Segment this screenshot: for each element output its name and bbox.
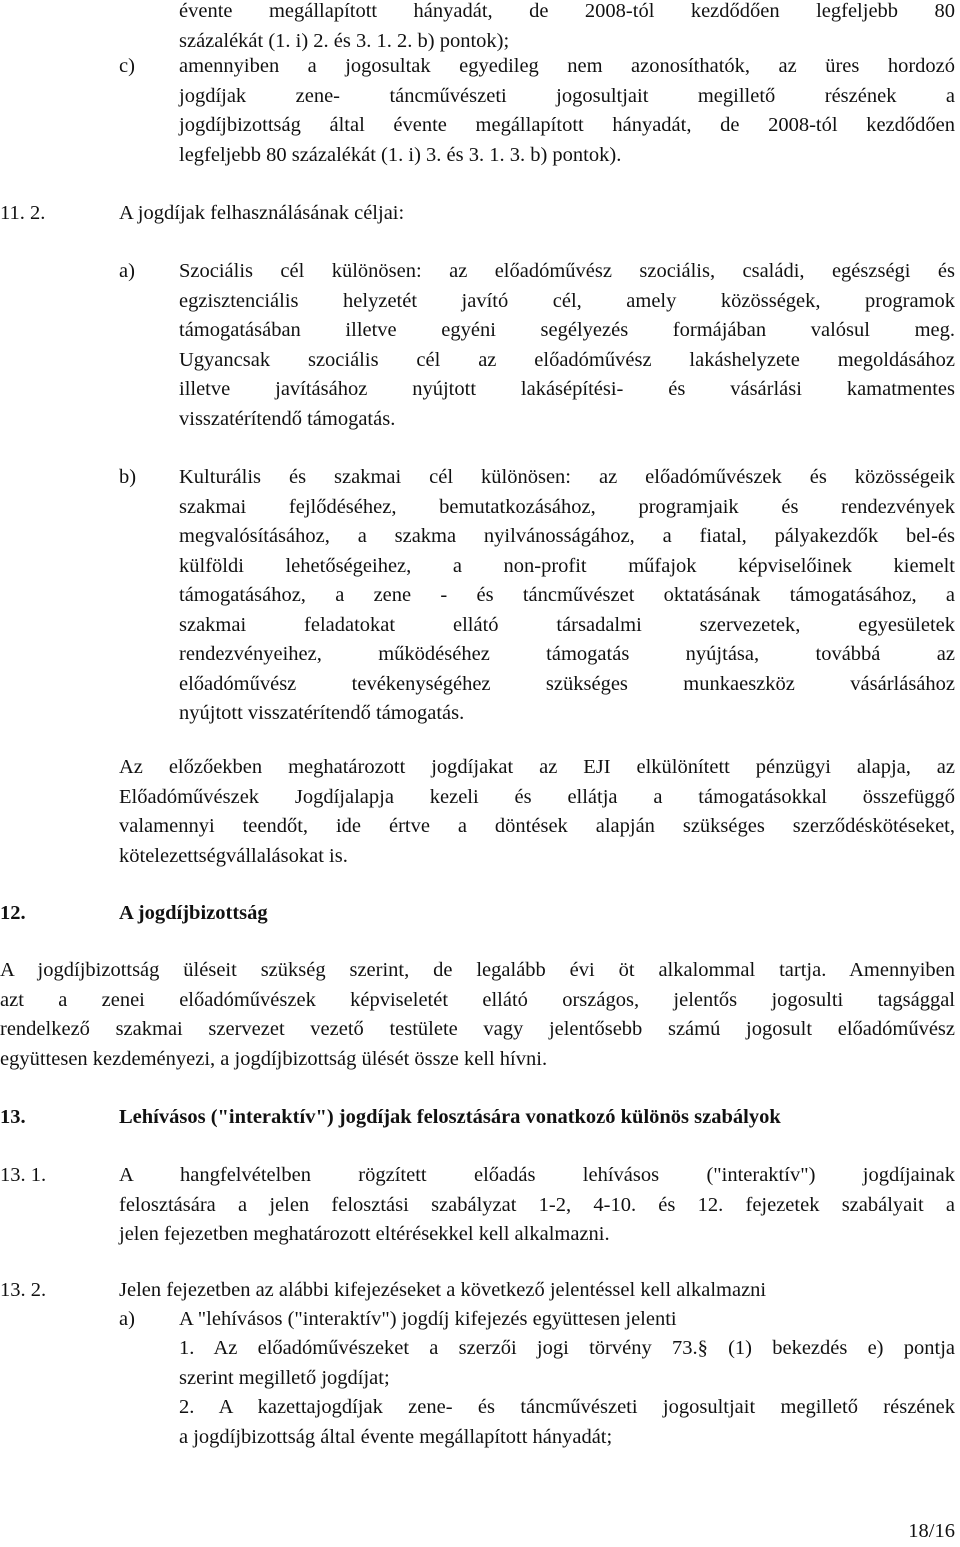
section-11-2-number: 11. 2. bbox=[0, 202, 46, 224]
text-line: támogatásához, a zene - és táncművészet oktatásának támogatásához, a bbox=[179, 584, 955, 606]
text-line: Az előzőekben meghatározott jogdíjakat az EJI elkülönített pénzügyi alapja, az bbox=[119, 756, 955, 778]
section-12-title: A jogdíjbizottság bbox=[119, 902, 268, 924]
text-line: előadóművész tevékenységéhez szükséges munkaeszköz vásárlásához bbox=[179, 672, 955, 695]
text-line: amennyiben a jogosultak egyedileg nem azonosíthatók, az üres hordozó bbox=[179, 55, 955, 77]
text-line: rendezvényeihez, működéséhez támogatás nyújtása, továbbá az bbox=[179, 643, 955, 665]
text-line: külföldi lehetőségeihez, a non-profit műfajok képviselőinek kiemelt bbox=[179, 554, 955, 577]
intro-paragraph bbox=[179, 0, 955, 56]
sub-a-item-1 bbox=[179, 1334, 955, 1393]
text-line: Előadóművészek Jogdíjalapja kezeli és ellátja a támogatásokkal összefüggő bbox=[119, 785, 955, 808]
text-line: A jogdíjbizottság üléseit szükség szerint, de legalább évi öt alkalommal tartja. Amennyiben bbox=[0, 959, 955, 981]
text-line: 2. A kazettajogdíjak zene- és táncművészeti jogosultjait megillető részének bbox=[179, 1396, 955, 1418]
text-line: visszatérítendő támogatás. bbox=[179, 407, 396, 430]
text-line: együttesen kezdeményezi, a jogdíjbizottság ülését össze kell hívni. bbox=[0, 1047, 548, 1070]
text-line: jogdíjbizottság által évente megállapított hányadát, de 2008-tól kezdődően bbox=[179, 114, 955, 136]
para-13-2-text: Jelen fejezetben az alábbi kifejezéseket a következő jelentéssel kell alkalmazni bbox=[119, 1279, 767, 1301]
sub-a-marker: a) bbox=[119, 1308, 135, 1330]
text-line: A hangfelvételben rögzített előadás lehívásos ("interaktív") jogdíjainak bbox=[119, 1164, 955, 1186]
text-line: felosztására a jelen felosztási szabályzat 1-2, 4-10. és 12. fejezetek szabályait a bbox=[119, 1193, 955, 1216]
item-c-text bbox=[179, 52, 955, 170]
text-line: évente megállapított hányadát, de 2008-tól kezdődően legfeljebb 80 bbox=[179, 0, 955, 22]
section-12-number: 12. bbox=[0, 902, 26, 924]
para-13-1-text bbox=[119, 1161, 955, 1250]
text-line: Szociális cél különösen: az előadóművész szociális, családi, egészségi és bbox=[179, 260, 955, 282]
text-line: kötelezettségvállalásokat is. bbox=[119, 844, 348, 867]
section-11-2-title: A jogdíjak felhasználásának céljai: bbox=[119, 202, 405, 224]
section-13-number: 13. bbox=[0, 1106, 26, 1128]
sub-a-text: A "lehívásos ("interaktív") jogdíj kifejezés együttesen jelenti bbox=[179, 1308, 677, 1330]
text-line: jogdíjak zene- táncművészeti jogosultjait megillető részének a bbox=[179, 84, 955, 107]
para-13-1-number: 13. 1. bbox=[0, 1164, 47, 1186]
text-line: szakmai fejlődéséhez, bemutatkozásához, programjaik és rendezvények bbox=[179, 495, 955, 518]
text-line: jelen fejezetben meghatározott eltérésekkel kell alkalmazni. bbox=[119, 1223, 610, 1245]
text-line: rendelkező szakmai szervezet vezető testülete vagy jelentősebb számú jogosult előadóművész bbox=[0, 1018, 955, 1040]
text-line: valamennyi teendőt, ide értve a döntések alapján szükséges szerződéskötéseket, bbox=[119, 815, 955, 837]
text-line: egzisztenciális helyzetét javító cél, amely közösségek, programok bbox=[179, 289, 955, 312]
text-line: százalékát (1. i) 2. és 3. 1. 2. b) pontok); bbox=[179, 29, 510, 52]
text-line: szerint megillető jogdíjat; bbox=[179, 1366, 390, 1389]
section-13-title: Lehívásos ("interaktív") jogdíjak felosztására vonatkozó különös szabályok bbox=[119, 1106, 781, 1128]
item-c-marker: c) bbox=[119, 55, 135, 77]
text-line: Kulturális és szakmai cél különösen: az előadóművészek és közösségeik bbox=[179, 466, 955, 488]
text-line: illetve javításához nyújtott lakásépítési- és vásárlási kamatmentes bbox=[179, 378, 955, 400]
text-line: a jogdíjbizottság által évente megállapított hányadát; bbox=[179, 1425, 613, 1448]
section-12-paragraph bbox=[0, 956, 955, 1074]
text-line: szakmai feladatokat ellátó társadalmi szervezetek, egyesületek bbox=[179, 613, 955, 636]
item-b-text bbox=[179, 463, 955, 729]
text-line: támogatásában illetve egyéni segélyezés formájában valósul meg. bbox=[179, 319, 955, 341]
eji-paragraph bbox=[119, 753, 955, 871]
text-line: nyújtott visszatérítendő támogatás. bbox=[179, 702, 465, 724]
page-number: 18/16 bbox=[908, 1520, 955, 1542]
text-line: azt a zenei előadóművészek képviseletét ellátó országos, jelentős jogosulti tagsággal bbox=[0, 988, 955, 1011]
item-a-text bbox=[179, 257, 955, 434]
text-line: 1. Az előadóművészeket a szerzői jogi törvény 73.§ (1) bekezdés e) pontja bbox=[179, 1337, 955, 1359]
item-a-marker: a) bbox=[119, 260, 135, 282]
text-line: megvalósításához, a szakma nyilvánosságához, a fiatal, pályakezdők bel-és bbox=[179, 525, 955, 547]
item-b-marker: b) bbox=[119, 466, 137, 488]
sub-a-item-2 bbox=[179, 1393, 955, 1452]
text-line: Ugyancsak szociális cél az előadóművész lakáshelyzete megoldásához bbox=[179, 348, 955, 371]
text-line: legfeljebb 80 százalékát (1. i) 3. és 3. 1. 3. b) pontok). bbox=[179, 143, 622, 166]
para-13-2-number: 13. 2. bbox=[0, 1279, 47, 1301]
